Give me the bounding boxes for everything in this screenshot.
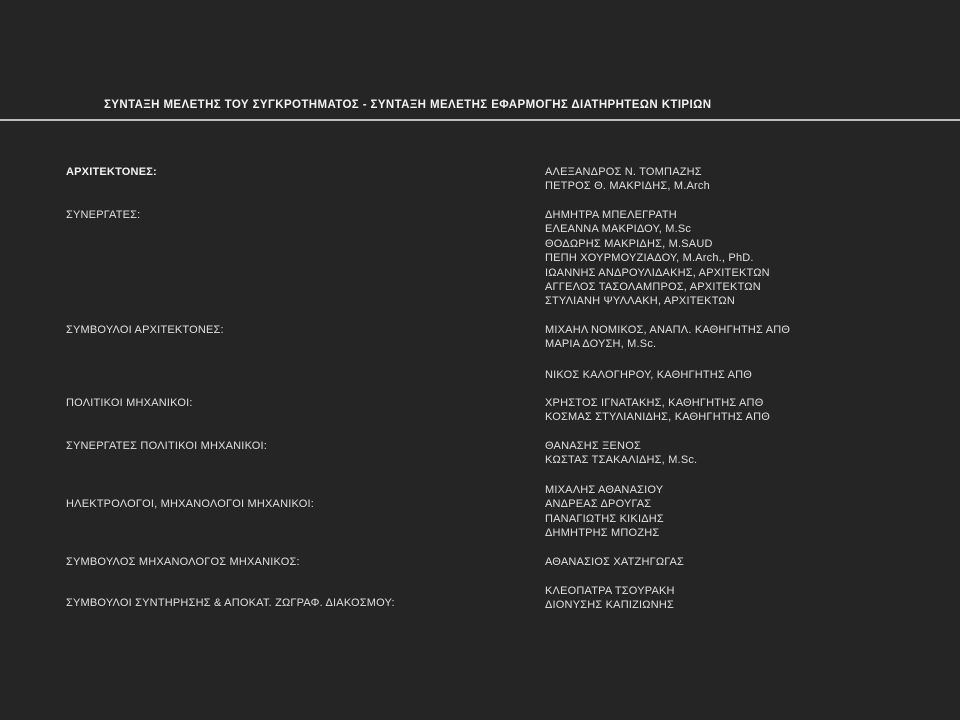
credit-name: ΣΤΥΛΙΑΝΗ ΨΥΛΛΑΚΗ, ΑΡΧΙΤΕΚΤΩΝ bbox=[545, 295, 736, 308]
credit-name: ΜΑΡΙΑ ΔΟΥΣΗ, M.Sc. bbox=[545, 338, 657, 351]
credit-name: ΘΑΝΑΣΗΣ ΞΕΝΟΣ bbox=[545, 440, 641, 452]
credit-name: ΜΙΧΑΛΗΣ ΑΘΑΝΑΣΙΟΥ bbox=[545, 484, 664, 496]
names-list bbox=[545, 439, 697, 468]
credit-name: ΑΘΑΝΑΣΙΟΣ ΧΑΤΖΗΓΩΓΑΣ bbox=[545, 556, 685, 568]
names-list bbox=[545, 396, 770, 425]
title-divider bbox=[0, 119, 960, 121]
page-title: ΣΥΝΤΑΞΗ ΜΕΛΕΤΗΣ ΤΟΥ ΣΥΓΚΡΟΤΗΜΑΤΟΣ - ΣΥΝΤΑΞΗ ΜΕΛΕΤΗΣ ΕΦΑΡΜΟΓΗΣ ΔΙΑΤΗΡΗΤΕΩΝ ΚΤΙΡΙΩΝ bbox=[104, 99, 712, 111]
credit-name: ΚΩΣΤΑΣ ΤΣΑΚΑΛΙΔΗΣ, M.Sc. bbox=[545, 454, 698, 467]
credit-name: ΔΗΜΗΤΡΗΣ ΜΠΟΖΗΣ bbox=[545, 527, 660, 540]
names-list bbox=[545, 208, 770, 309]
credit-name: ΕΛΕΑΝΝΑ ΜΑΚΡΙΔΟΥ, M.Sc bbox=[545, 223, 692, 236]
credit-name: ΠΕΤΡΟΣ Θ. ΜΑΚΡΙΔΗΣ, M.Arch bbox=[545, 180, 710, 193]
section-label: ΑΡΧΙΤΕΚΤΟΝΕΣ: bbox=[66, 166, 157, 178]
section-label: ΠΟΛΙΤΙΚΟΙ ΜΗΧΑΝΙΚΟΙ: bbox=[66, 397, 193, 409]
section-label: ΣΥΝΕΡΓΑΤΕΣ: bbox=[66, 209, 141, 221]
credit-name: ΠΑΝΑΓΙΩΤΗΣ ΚΙΚΙΔΗΣ bbox=[545, 512, 664, 525]
credit-name: ΝΙΚΟΣ ΚΑΛΟΓΗΡΟΥ, ΚΑΘΗΓΗΤΗΣ ΑΠΘ bbox=[545, 369, 753, 381]
section-label: ΣΥΜΒΟΥΛΟΙ ΑΡΧΙΤΕΚΤΟΝΕΣ: bbox=[66, 324, 224, 336]
credit-name: ΚΟΣΜΑΣ ΣΤΥΛΙΑΝΙΔΗΣ, ΚΑΘΗΓΗΤΗΣ ΑΠΘ bbox=[545, 411, 770, 424]
names-list bbox=[545, 555, 684, 569]
section-label: ΣΥΜΒΟΥΛΟΙ ΣΥΝΤΗΡΗΣΗΣ & ΑΠΟΚΑΤ. ΖΩΓΡΑΦ. ΔΙΑΚΟΣΜΟΥ: bbox=[66, 597, 395, 609]
section-label: ΣΥΝΕΡΓΑΤΕΣ ΠΟΛΙΤΙΚΟΙ ΜΗΧΑΝΙΚΟΙ: bbox=[66, 440, 268, 452]
section-label: ΣΥΜΒΟΥΛΟΣ ΜΗΧΑΝΟΛΟΓΟΣ ΜΗΧΑΝΙΚΟΣ: bbox=[66, 556, 300, 568]
credit-name: ΚΛΕΟΠΑΤΡΑ ΤΣΟΥΡΑΚΗ bbox=[545, 585, 675, 597]
names-list bbox=[545, 584, 675, 613]
credit-name: ΑΝΔΡΕΑΣ ΔΡΟΥΓΑΣ bbox=[545, 498, 652, 511]
credit-name: ΘΟΔΩΡΗΣ ΜΑΚΡΙΔΗΣ, M.SAUD bbox=[545, 237, 713, 250]
names-list bbox=[545, 483, 664, 541]
names-list bbox=[545, 368, 752, 382]
credit-name: ΙΩΑΝΝΗΣ ΑΝΔΡΟΥΛΙΔΑΚΗΣ, ΑΡΧΙΤΕΚΤΩΝ bbox=[545, 266, 770, 279]
credit-name: ΔΗΜΗΤΡΑ ΜΠΕΛΕΓΡΑΤΗ bbox=[545, 209, 677, 221]
credit-name: ΧΡΗΣΤΟΣ ΙΓΝΑΤΑΚΗΣ, ΚΑΘΗΓΗΤΗΣ ΑΠΘ bbox=[545, 397, 764, 409]
credit-name: ΑΛΕΞΑΝΔΡΟΣ Ν. ΤΟΜΠΑΖΗΣ bbox=[545, 166, 702, 178]
names-list bbox=[545, 323, 790, 352]
credit-name: ΠΕΠΗ ΧΟΥΡΜΟΥΖΙΑΔΟΥ, M.Arch., PhD. bbox=[545, 252, 754, 265]
credit-name: ΔΙΟΝΥΣΗΣ ΚΑΠΙΖΙΩΝΗΣ bbox=[545, 599, 675, 612]
credit-name: ΜΙΧΑΗΛ ΝΟΜΙΚΟΣ, ΑΝΑΠΛ. ΚΑΘΗΓΗΤΗΣ ΑΠΘ bbox=[545, 324, 791, 336]
section-label: ΗΛΕΚΤΡΟΛΟΓΟΙ, ΜΗΧΑΝΟΛΟΓΟΙ ΜΗΧΑΝΙΚΟΙ: bbox=[66, 498, 314, 510]
names-list bbox=[545, 165, 710, 194]
credit-name: ΑΓΓΕΛΟΣ ΤΑΣΟΛΑΜΠΡΟΣ, ΑΡΧΙΤΕΚΤΩΝ bbox=[545, 281, 761, 294]
